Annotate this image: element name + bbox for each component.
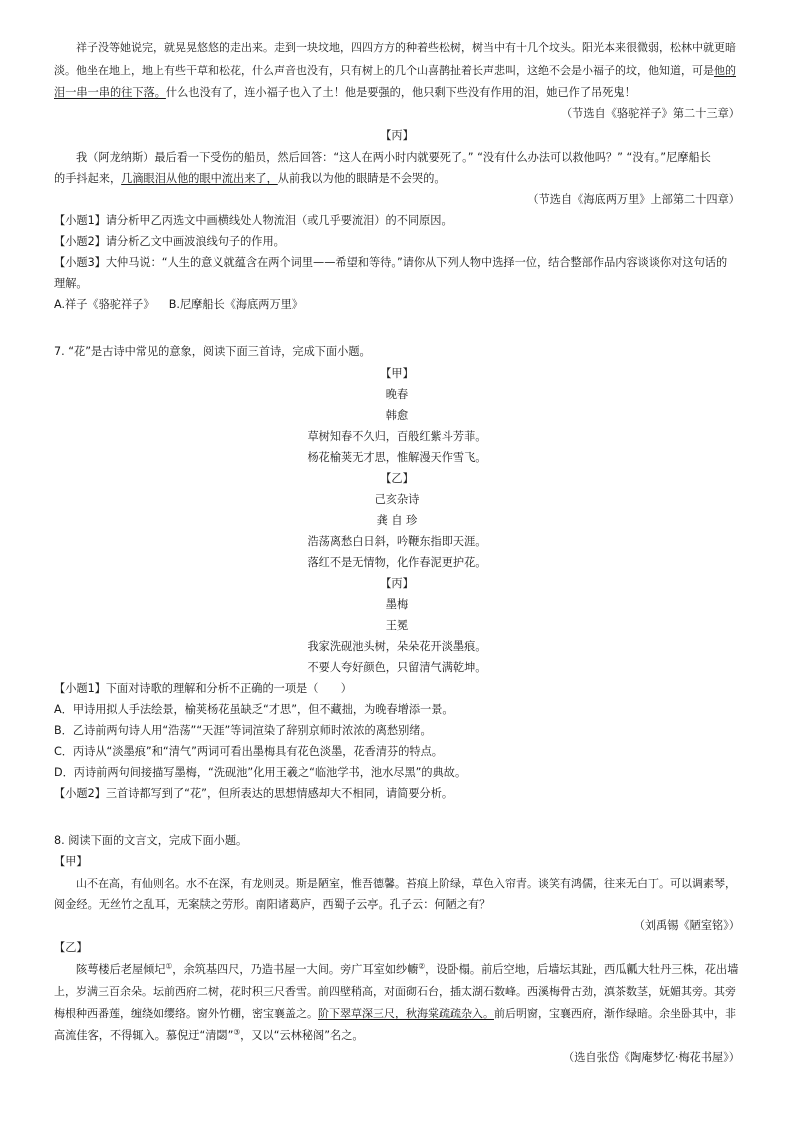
passage-bing-line-1: 我（阿龙纳斯）最后看一下受伤的船员，然后回答：“这人在两小时内就要死了。” “没有什么办法可以救他吗？” “没有。”尼摩船长 [76, 151, 711, 164]
poem-jia-line-1: 草树知春不久归，百般红紫斗芳菲。 [307, 430, 487, 443]
poem-jia-line-2: 杨花榆荚无才思，惟解漫天作雪飞。 [307, 451, 487, 464]
underlined-sentence-jia-end: 泪一串一串的往下落。 [54, 86, 166, 99]
poem-bing-title: 墨梅 [385, 598, 409, 611]
passage-jia-line-3: 泪一串一串的往下落。什么也没有了，连小福子也入了土！他是要强的，他只剩下些没有作用的泪，她已作了吊死鬼！ [54, 86, 636, 99]
passage-bing-line-2: 的手抖起来，几滴眼泪从他的眼中流出来了，从前我以为他的眼睛是不会哭的。 [54, 172, 446, 185]
q6-sub3-line-2: 理解。 [54, 277, 88, 290]
poem-bing-author: 王冕 [385, 619, 409, 632]
q7-stem: 7. “花”是古诗中常见的意象，阅读下面三首诗，完成下面小题。 [54, 345, 371, 358]
q7-sub2: 【小题2】三首诗都写到了“花”，但所表达的思想情感却大不相同，请简要分析。 [54, 787, 454, 800]
poem-yi-author: 龚 自 珍 [376, 514, 418, 527]
passage-bing-source: （节选自《海底两万里》上部第二十四章） [527, 193, 740, 206]
q8-stem: 8. 阅读下面的文言文，完成下面小题。 [54, 834, 248, 847]
poem-jia-label: 【甲】 [380, 367, 414, 380]
passage-jia-source: （节选自《骆驼祥子》第二十三章） [560, 107, 740, 120]
footnote-marker-2: ② [418, 961, 426, 971]
footnote-marker-1: ① [165, 961, 173, 971]
underlined-sentence-yi: 阶下翠草深三尺，秋海棠疏疏杂入。 [318, 1007, 494, 1020]
poem-yi-line-2: 落红不是无情物，化作春泥更护花。 [307, 556, 487, 569]
poem-jia-title: 晚春 [385, 388, 409, 401]
q6-sub3-line-1: 【小题3】大仲马说：“人生的意义就蕴含在两个词里——希望和等待。”请你从下列人物中选择一位，结合整部作品内容谈谈你对这句话的 [54, 256, 728, 269]
q8-jia-line-2: 阅金经。无丝竹之乱耳，无案牍之劳形。南阳诸葛庐，西蜀子云亭。孔子云：何陋之有？ [54, 898, 491, 911]
underlined-sentence-bing: 几滴眼泪从他的眼中流出来了， [121, 172, 278, 185]
q7-option-b: B．乙诗前两句诗人用“浩荡”“天涯”等词渲染了辞别京师时浓浓的离愁别绪。 [54, 724, 432, 737]
q8-jia-line-1: 山不在高，有仙则名。水不在深，有龙则灵。斯是陋室，惟吾德馨。苔痕上阶绿，草色入帘青。谈笑有鸿儒，往来无白丁。可以调素琴， [76, 877, 736, 890]
q6-sub1: 【小题1】请分析甲乙丙选文中画横线处人物流泪（或几乎要流泪）的不同原因。 [54, 214, 453, 227]
q8-yi-line-2: 上，岁满三百余朵。坛前西府二树，花时积三尺香雪。前四壁稍高，对面砌石台，插太湖石数峰。西溪梅骨古劲，滇茶数茎，妩媚其旁。其旁 [54, 985, 736, 998]
q8-yi-source: （选自张岱《陶庵梦忆·梅花书屋》） [563, 1051, 740, 1064]
poem-bing-line-1: 我家洗砚池头树，朵朵花开淡墨痕。 [307, 640, 487, 653]
q8-jia-label: 【甲】 [54, 855, 88, 868]
passage-jia-line-1: 祥子没等她说完，就晃晃悠悠的走出来。走到一块坟地，四四方方的种着些松树，树当中有十几个坟头。阳光本来很微弱，松林中就更暗 [76, 41, 736, 54]
q6-options: A.祥子《骆驼祥子》 B.尼摩船长《海底两万里》 [54, 298, 304, 311]
q8-yi-line-1: 陔萼楼后老屋倾圮①，余筑基四尺，乃造书屋一大间。旁广耳室如纱幮②，设卧榻。前后空地，后墙坛其趾，西瓜瓤大牡丹三株，花出墙 [76, 961, 739, 976]
poem-jia-author: 韩愈 [385, 409, 409, 422]
q8-yi-label: 【乙】 [54, 941, 88, 954]
q7-option-d: D．丙诗前两句间接描写墨梅，“洗砚池”化用王羲之“临池学书，池水尽黑”的典故。 [54, 766, 467, 779]
poem-bing-label: 【丙】 [380, 577, 414, 590]
q8-yi-line-4: 高流佳客，不得辄入。慕倪迂“清閟”③，又以“云林秘阁”名之。 [54, 1027, 364, 1042]
q6-sub2: 【小题2】请分析乙文中画波浪线句子的作用。 [54, 235, 285, 248]
q8-yi-line-3: 梅根种西番莲，缠绕如缨络。窗外竹棚，密宝襄盖之。阶下翠草深三尺，秋海棠疏疏杂入。前后明窗，宝襄西府，渐作绿暗。余坐卧其中，非 [54, 1007, 736, 1020]
q7-option-a: A．甲诗用拟人手法绘景，榆荚杨花虽缺乏“才思”，但不藏拙，为晚春增添一景。 [54, 703, 454, 716]
poem-bing-line-2: 不要人夸好颜色，只留清气满乾坤。 [307, 661, 487, 674]
passage-jia-line-2: 淡。他坐在地上，地上有些干草和松花，什么声音也没有，只有树上的几个山喜鹊扯着长声悲叫，这绝不会是小福子的坟，他知道，可是他的 [54, 64, 736, 77]
footnote-marker-3: ③ [233, 1027, 241, 1037]
q7-option-c: C．丙诗从“淡墨痕”和“清气”两词可看出墨梅具有花色淡墨，花香清芬的特点。 [54, 745, 443, 758]
passage-bing-heading: 【丙】 [380, 129, 414, 142]
q7-sub1: 【小题1】下面对诗歌的理解和分析不正确的一项是（ ） [54, 682, 352, 695]
poem-yi-title: 己亥杂诗 [374, 493, 420, 506]
q8-jia-source: （刘禹锡《陋室铭》） [633, 919, 740, 932]
poem-yi-line-1: 浩荡离愁白日斜，吟鞭东指即天涯。 [307, 535, 487, 548]
poem-yi-label: 【乙】 [380, 472, 414, 485]
underlined-sentence-jia: 他的 [714, 64, 736, 77]
